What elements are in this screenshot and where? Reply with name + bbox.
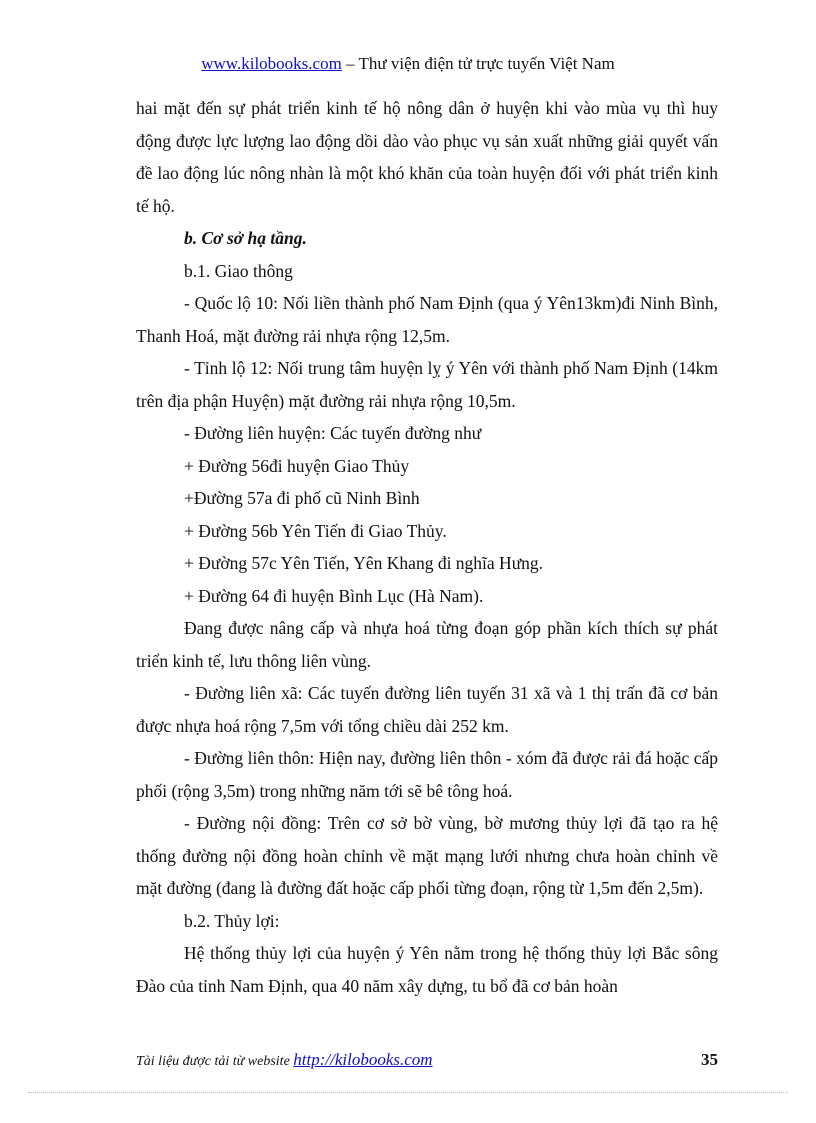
subsection-heading-irrigation: b.2. Thủy lợi: [184,910,280,931]
page-number: 35 [701,1050,718,1069]
list-item-road-57a: +Đường 57a đi phố cũ Ninh Bình [184,488,420,508]
list-item-road-64: + Đường 64 đi huyện Bình Lục (Hà Nam). [184,585,484,606]
list-item-road-56: + Đường 56đi huyện Giao Thủy [184,455,410,476]
page-footer [136,1048,718,1074]
header-site-link[interactable]: www.kilobooks.com [201,54,342,73]
footer-prefix: Tài liệu được tải từ website [136,1054,294,1069]
header-site-title: – Thư viện điện tử trực tuyến Việt Nam [341,54,615,73]
paragraph-field-road: - Đường nội đồng: Trên cơ sở bờ vùng, bờ mương thủy lợi đã tạo ra hệ thống đường nội đồng hoàn chỉnh về mặt mạng lưới nhưng chưa hoàn chỉnh về mặt đường (đang là đường đất hoặc cấp phối từng đoạn, rộng từ 1,5m đến 2,5m). [136,813,718,898]
paragraph-inter-commune-road: - Đường liên xã: Các tuyến đường liên tuyến 31 xã và 1 thị trấn đã cơ bản được nhựa hoá rộng 7,5m với tổng chiều dài 252 km. [136,683,718,736]
list-item-road-57c: + Đường 57c Yên Tiến, Yên Khang đi nghĩa Hưng. [184,553,544,573]
paragraph-inter-district-road: - Đường liên huyện: Các tuyến đường như [184,423,482,443]
document-body [136,92,718,1002]
page-divider [28,1092,788,1093]
page-header [0,54,816,74]
section-heading-infrastructure: b. Cơ sở hạ tầng. [184,228,307,248]
paragraph-irrigation-system: Hệ thống thủy lợi của huyện ý Yên nằm trong hệ thống thủy lợi Bắc sông Đào của tỉnh Nam Định, qua 40 năm xây dựng, tu bổ đã cơ bản hoàn [136,943,718,996]
paragraph-inter-village-road: - Đường liên thôn: Hiện nay, đường liên thôn - xóm đã được rải đá hoặc cấp phối (rộng 3,5m) trong những năm tới sẽ bê tông hoá. [136,748,718,801]
paragraph-upgrading: Đang được nâng cấp và nhựa hoá từng đoạn góp phần kích thích sự phát triển kinh tế, lưu thông liên vùng. [136,618,718,671]
paragraph-1: hai mặt đến sự phát triển kinh tế hộ nông dân ở huyện khi vào mùa vụ thì huy động được lực lượng lao động dồi dào vào phục vụ sản xuất những giải quyết vấn đề lao động lúc nông nhàn là một khó khăn của toàn huyện đối với phát triển kinh tế hộ. [136,98,718,216]
footer-site-link[interactable]: http://kilobooks.com [293,1050,433,1069]
paragraph-national-road: - Quốc lộ 10: Nối liền thành phố Nam Định (qua ý Yên13km)đi Ninh Bình, Thanh Hoá, mặt đường rải nhựa rộng 12,5m. [136,293,718,346]
paragraph-provincial-road: - Tỉnh lộ 12: Nối trung tâm huyện lỵ ý Yên với thành phố Nam Định (14km trên địa phận Huyện) mặt đường rải nhựa rộng 10,5m. [136,358,718,411]
subsection-heading-transport: b.1. Giao thông [184,260,293,281]
list-item-road-56b: + Đường 56b Yên Tiến đi Giao Thủy. [184,520,447,541]
footer-source [136,1050,433,1070]
